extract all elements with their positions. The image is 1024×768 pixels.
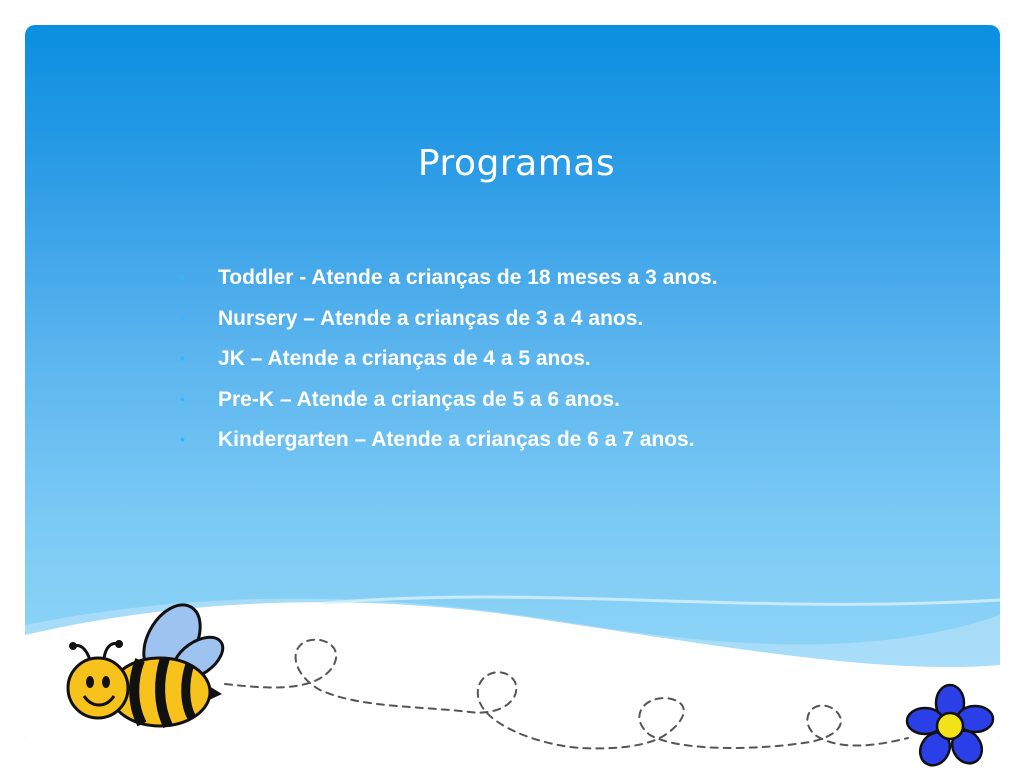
bee-illustration-icon [60, 600, 230, 740]
bullet-icon: • [180, 350, 185, 366]
list-item-text: Toddler - Atende a crianças de 18 meses a 3 anos. [218, 266, 718, 289]
bullet-icon: • [180, 390, 185, 407]
bullet-icon: • [180, 269, 185, 285]
bullet-icon: • [180, 431, 185, 447]
list-item-text: Nursery – Atende a crianças de 3 a 4 anos. [218, 306, 644, 330]
slide-title: Programas [417, 143, 616, 184]
list-item-text: Pre-K – Atende a crianças de 5 a 6 anos. [218, 387, 620, 411]
list-item-text: Kindergarten – Atende a crianças de 6 a 7 anos. [218, 428, 695, 451]
bullet-icon: • [180, 309, 185, 326]
list-item-text: JK – Atende a crianças de 4 a 5 anos. [218, 347, 591, 370]
flower-illustration-icon [905, 683, 995, 768]
